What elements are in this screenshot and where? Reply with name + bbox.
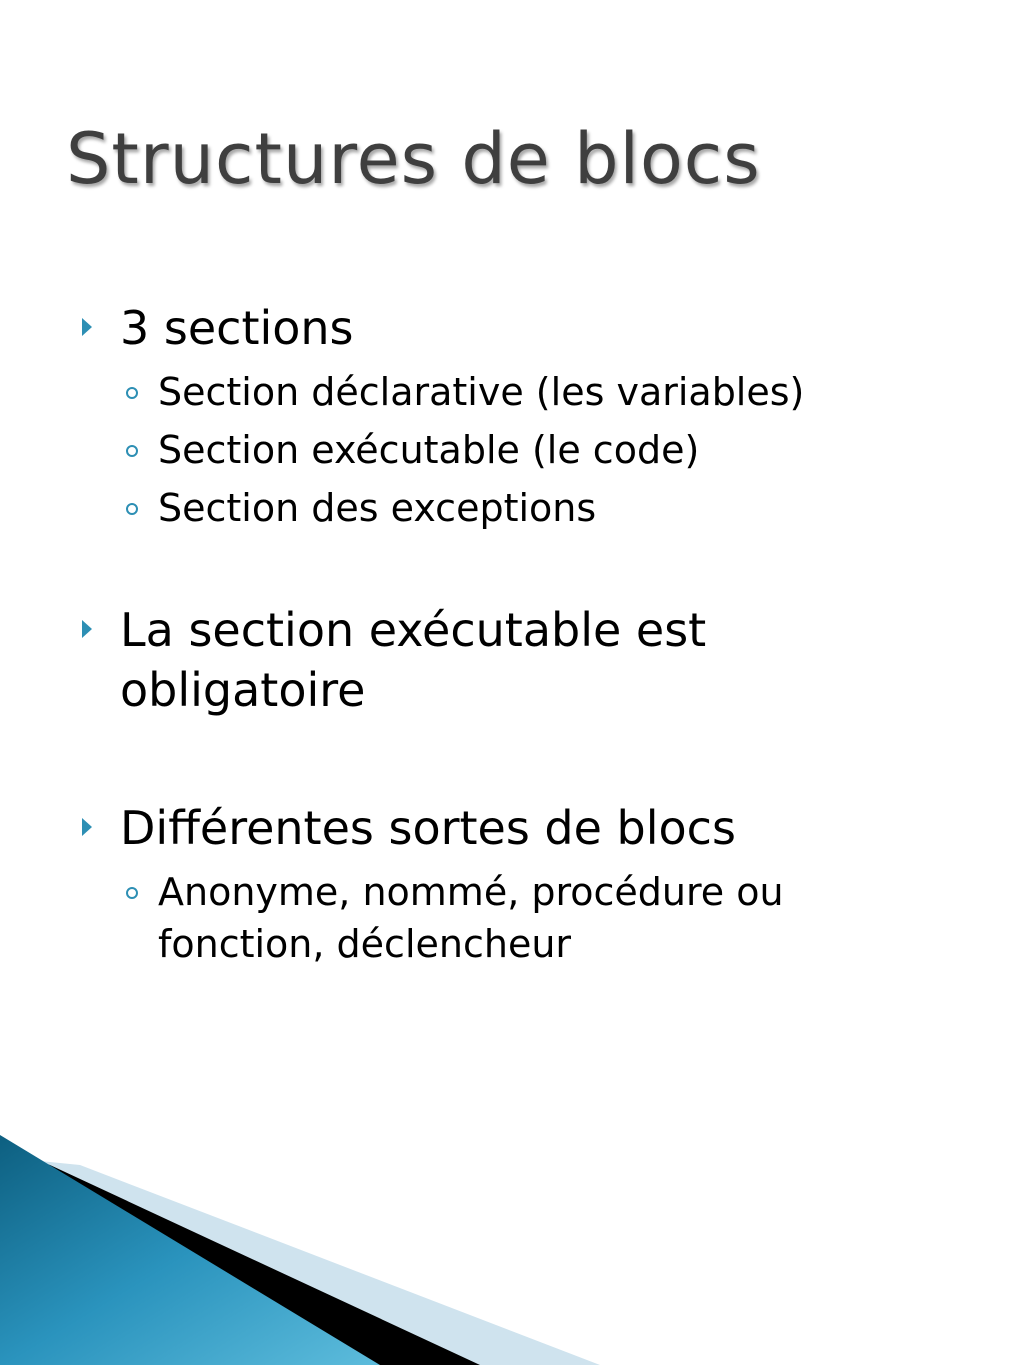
sub-bullet-text: Section des exceptions bbox=[158, 486, 597, 530]
sub-bullet-text: Section déclarative (les variables) bbox=[158, 370, 805, 414]
sub-bullet-item bbox=[158, 482, 938, 534]
bullet-item bbox=[120, 798, 940, 858]
circle-bullet-icon bbox=[126, 445, 138, 457]
triangle-bullet-icon bbox=[82, 318, 92, 336]
corner-decoration bbox=[0, 1135, 1024, 1365]
sub-bullet-text: Anonyme, nommé, procédure ou fonction, déclencheur bbox=[158, 870, 784, 966]
bullet-item bbox=[120, 298, 940, 358]
sub-bullet-item bbox=[158, 366, 938, 418]
bullet-text: Différentes sortes de blocs bbox=[120, 801, 736, 855]
bullet-text: 3 sections bbox=[120, 301, 354, 355]
bullet-item bbox=[120, 600, 820, 720]
triangle-bullet-icon bbox=[82, 818, 92, 836]
triangle-bullet-icon bbox=[82, 620, 92, 638]
slide-title: Structures de blocs bbox=[66, 118, 761, 200]
sub-bullet-item bbox=[158, 866, 878, 970]
sub-bullet-item bbox=[158, 424, 938, 476]
bullet-text: La section exécutable est obligatoire bbox=[120, 603, 707, 717]
circle-bullet-icon bbox=[126, 887, 138, 899]
circle-bullet-icon bbox=[126, 503, 138, 515]
sub-bullet-text: Section exécutable (le code) bbox=[158, 428, 700, 472]
blue-swoosh-shape bbox=[0, 1135, 380, 1365]
circle-bullet-icon bbox=[126, 387, 138, 399]
